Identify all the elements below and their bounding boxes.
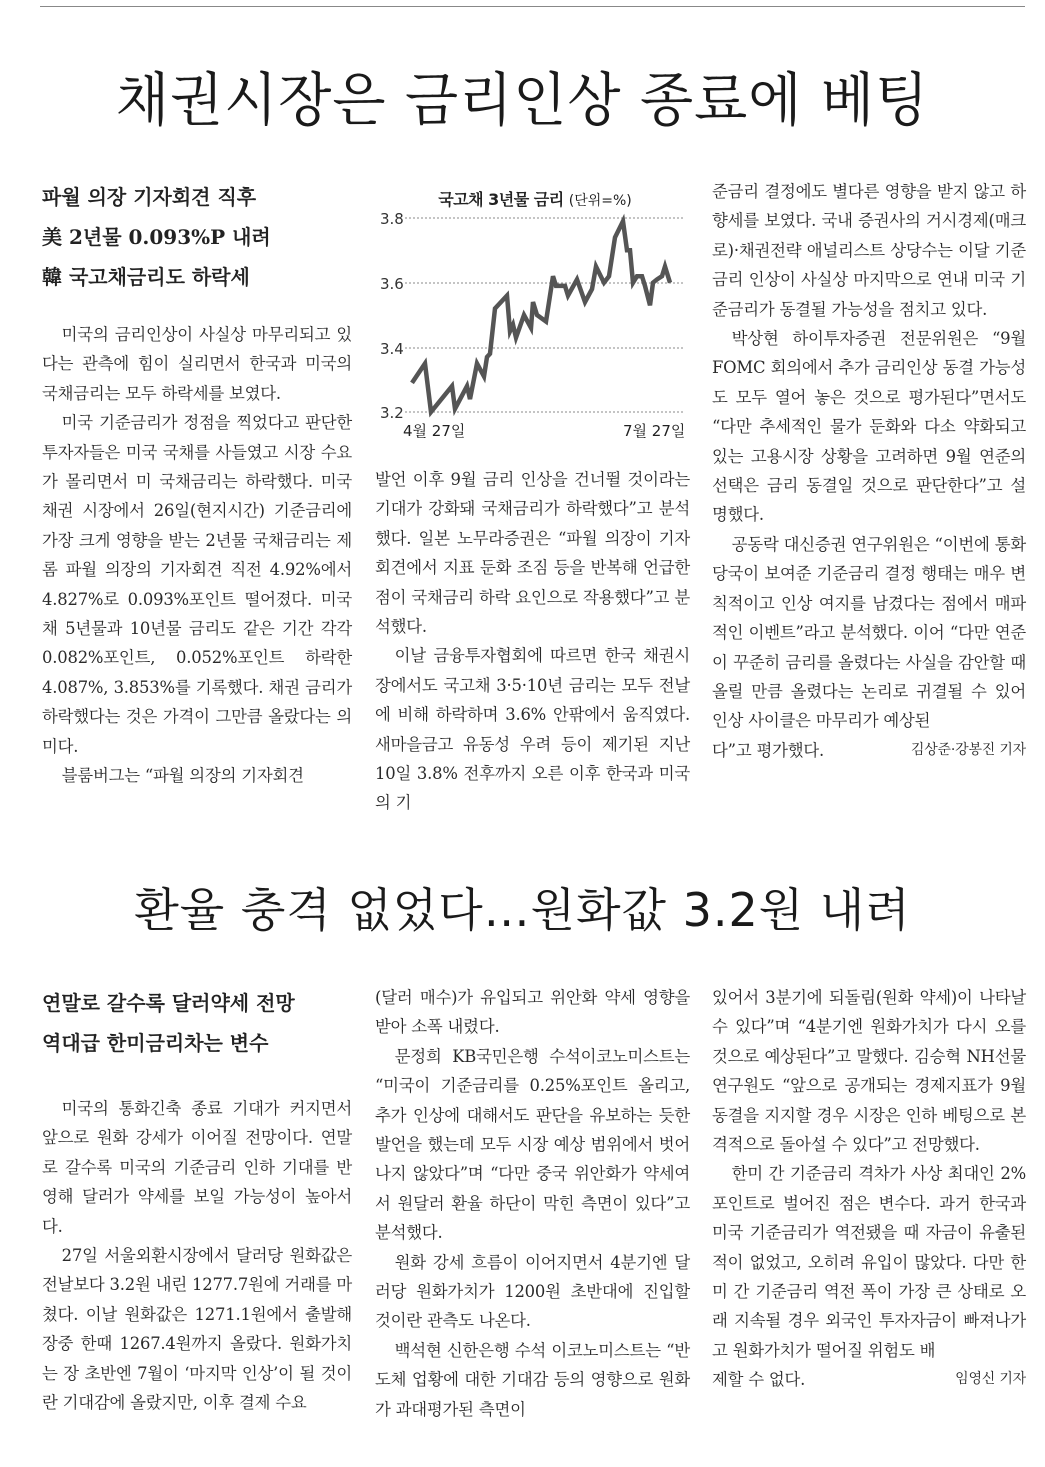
- closing-line: [712, 1365, 1026, 1394]
- paragraph: 백석현 신한은행 수석 이코노미스트는 “반도체 업황에 대한 기대감 등의 영향으로 원화가 과대평가된 측면이: [375, 1340, 690, 1419]
- chart-title-text: 국고채 3년물 금리: [438, 190, 564, 209]
- paragraph: (달러 매수)가 유입되고 위안화 약세 영향을 받아 소폭 내렸다.: [375, 988, 690, 1037]
- y-tick: 3.8: [380, 210, 404, 228]
- article1-column-2: [375, 465, 690, 818]
- article2-column-2: [375, 983, 690, 1424]
- article1-col1-body: [42, 320, 352, 791]
- byline: 임영신 기자: [955, 1371, 1026, 1388]
- closing-line: [712, 736, 1026, 765]
- paragraph: 공동락 대신증권 연구위원은 “이번에 통화당국이 보여준 기준금리 결정 행태는 매우 변칙적이고 인상 여지를 남겼다는 점에서 매파적인 이벤트”라고 분석했다. 이어 “다만 연준이 꾸준히 금리를 올렸다는 사실을 감안할 때 올릴 만큼 올렸다는 논리로 귀결될 수 있어 인상 사이클은 마무리가 예상된: [712, 534, 1026, 731]
- paragraph: 미국 기준금리가 정점을 찍었다고 판단한 투자자들은 미국 국채를 사들였고 시장 수요가 몰리면서 미 국채금리는 하락했다. 미국 채권 시장에서 26일(현지시간) 기준금리에 가장 크게 영향을 받는 2년물 국채금리는 제롬 파월 의장의 기자회견 직전 4.92%에서 4.827%로 0.093%포인트 떨어졌다. 미국채 5년물과 10년물 금리도 같은 기간 각각 0.082%포인트, 0.052%포인트 하락한 4.087%, 3.853%를 기록했다. 채권 금리가 하락했다는 것은 가격이 그만큼 올랐다는 의미다.: [42, 413, 352, 756]
- subhead-line: 韓 국고채금리도 하락세: [42, 265, 250, 289]
- chart-plot: [375, 183, 695, 443]
- article2-col2-body: [375, 983, 690, 1424]
- paragraph: 미국의 금리인상이 사실상 마무리되고 있다는 관측에 힘이 실리면서 한국과 미국의 국채금리는 모두 하락세를 보였다.: [42, 325, 352, 403]
- subhead-line: 역대급 한미금리차는 변수: [42, 1031, 269, 1055]
- article1-headline: 채권시장은 금리인상 종료에 베팅: [115, 66, 930, 134]
- article2-col1-body: [42, 1094, 352, 1417]
- article1-col3-body: [712, 177, 1026, 765]
- yield-line: [412, 221, 670, 412]
- article1-column-3: [712, 177, 1026, 765]
- y-tick: 3.2: [380, 404, 404, 422]
- paragraph: 박상현 하이투자증권 전문위원은 “9월 FOMC 회의에서 추가 금리인상 동결 가능성도 모두 열어 놓은 것으로 평가된다”면서도 “다만 추세적인 물가 둔화와 다소 약화되고 있는 고용시장 상황을 고려하면 9월 연준의 선택은 금리 동결일 것으로 판단한다”고 설명했다.: [712, 329, 1026, 525]
- article1-column-1: [42, 177, 352, 791]
- article1-col2-body: [375, 465, 690, 818]
- subhead-line: 美 2년물 0.093%P 내려: [42, 225, 271, 249]
- paragraph: 미국의 통화긴축 종료 기대가 커지면서 앞으로 원화 강세가 이어질 전망이다. 연말로 갈수록 미국의 기준금리 인하 기대를 반영해 달러가 약세를 보일 가능성이 높아서다.: [42, 1099, 352, 1236]
- paragraph: 원화 강세 흐름이 이어지면서 4분기엔 달러당 원화가치가 1200원 초반대에 진입할 것이란 관측도 나온다.: [375, 1252, 690, 1331]
- paragraph: 있어서 3분기에 되돌림(원화 약세)이 나타날 수 있다”며 “4분기엔 원화가치가 다시 오를 것으로 예상된다”고 말했다. 김승혁 NH선물 연구원도 “앞으로 공개되는 경제지표가 9월 동결을 지지할 경우 시장은 인하 베팅으로 본격적으로 돌아설 수 있다”고 전망했다.: [712, 988, 1026, 1155]
- x-tick-start: 4월 27일: [403, 422, 466, 440]
- article2-column-3: [712, 983, 1026, 1395]
- paragraph: 한미 간 기준금리 격차가 사상 최대인 2%포인트로 벌어진 점은 변수다. 과거 한국과 미국 기준금리가 역전됐을 때 자금이 유출된 적이 없었고, 오히려 유입이 많았다. 다만 한미 간 기준금리 역전 폭이 가장 큰 상태로 오래 지속될 경우 외국인 투자자금이 빠져나가고 원화가치가 떨어질 위험도 배: [712, 1164, 1026, 1360]
- subhead-line: 연말로 갈수록 달러약세 전망: [42, 991, 295, 1015]
- y-tick: 3.6: [380, 275, 404, 293]
- closing-text: 제할 수 없다.: [712, 1370, 806, 1390]
- subhead-line: 파월 의장 기자회견 직후: [42, 185, 257, 209]
- article1-subhead: [42, 177, 352, 297]
- paragraph: 블룸버그는 “파월 의장의 기자회견: [61, 766, 304, 786]
- top-rule: [40, 6, 1025, 7]
- closing-text: 다”고 평가했다.: [712, 740, 824, 760]
- byline: 김상준·강봉진 기자: [910, 741, 1026, 758]
- bond-yield-chart: [375, 183, 695, 443]
- article2-headline: 환율 충격 없었다…원화값 3.2원 내려: [134, 883, 911, 937]
- article2-subhead: [42, 983, 352, 1063]
- paragraph: 준금리 결정에도 별다른 영향을 받지 않고 하향세를 보였다. 국내 증권사의 거시경제(매크로)·채권전략 애널리스트 상당수는 이달 기준금리 인상이 사실상 마지막으로 연내 미국 기준금리가 동결될 가능성을 점치고 있다.: [712, 182, 1026, 319]
- paragraph: 27일 서울외환시장에서 달러당 원화값은 전날보다 3.2원 내린 1277.7원에 거래를 마쳤다. 이날 원화값은 1271.1원에서 출발해 장중 한때 1267.4원까지 올랐다. 원화가치는 장 초반엔 7월이 ‘마지막 인상’이 될 것이란 기대감에 올랐지만, 이후 결제 수요: [42, 1246, 352, 1413]
- article2-column-1: [42, 983, 352, 1417]
- paragraph: 발언 이후 9월 금리 인상을 건너뛸 것이라는 기대가 강화돼 국채금리가 하락했다”고 분석했다. 일본 노무라증권은 “파월 의장이 기자회견에서 지표 둔화 조짐 등을 반복해 언급한 점이 국채금리 하락 요인으로 작용했다”고 분석했다.: [375, 470, 690, 637]
- article2-col3-body: [712, 983, 1026, 1395]
- paragraph: 문정희 KB국민은행 수석이코노미스트는 “미국이 기준금리를 0.25%포인트 올리고, 추가 인상에 대해서도 판단을 유보하는 듯한 발언을 했는데 모두 시장 예상 범위에서 벗어나지 않았다”며 “다만 중국 위안화가 약세여서 원달러 환율 하단이 막힌 측면이 있다”고 분석했다.: [375, 1046, 690, 1243]
- x-tick-end: 7월 27일: [623, 422, 686, 440]
- y-tick: 3.4: [380, 340, 404, 358]
- chart-unit-label: (단위=%): [568, 193, 632, 209]
- paragraph: 이날 금융투자협회에 따르면 한국 채권시장에서도 국고채 3·5·10년 금리는 모두 전날에 비해 하락하며 3.6% 안팎에서 움직였다. 새마을금고 유동성 우려 등이 제기된 지난 10일 3.8% 전후까지 오른 이후 한국과 미국의 기: [375, 646, 690, 813]
